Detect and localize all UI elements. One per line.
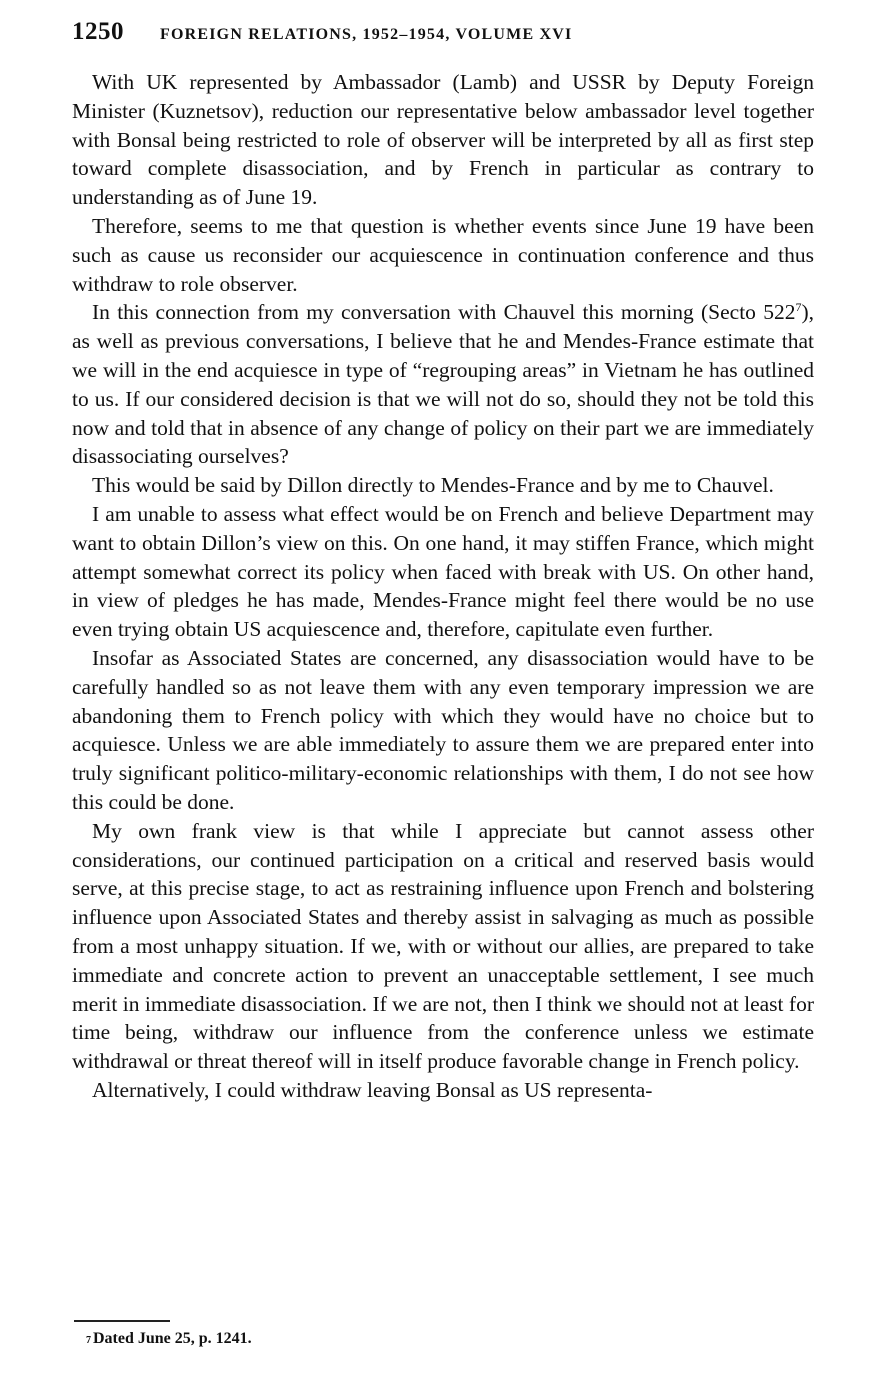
- page-number: 1250: [72, 18, 124, 45]
- footnote: [86, 1330, 252, 1348]
- paragraph: I am unable to assess what effect would be on French and believe Department may want to obtain Dillon’s view on this. On one hand, it may stiffen France, which might attempt somewhat correct its policy when faced with break with US. On other hand, in view of pledges he has made, Mendes-France might feel there would be no use even trying obtain US acquiescence and, therefore, capitulate even further.: [72, 501, 814, 642]
- paragraph: With UK represented by Ambassador (Lamb) and USSR by Deputy Foreign Minister (Kuznetsov), reduction our representative below ambassador level together with Bonsal being restricted to role of observer will be interpreted by all as first step toward complete disassociation, and by French in particular as contrary to understanding as of June 19.: [72, 70, 814, 210]
- paragraph: This would be said by Dillon directly to Mendes-France and by me to Chauvel.: [92, 473, 774, 498]
- body-text: [72, 68, 814, 1105]
- paragraph: Insofar as Associated States are concerned, any disassociation would have to be carefully handled so as not leave them with any even temporary impression we are abandoning them to French policy with which they would have no choice but to acquiesce. Unless we are able immediately to assure them we are prepared enter into truly significant politico-military-economic relationships with them, I do not see how this could be done.: [72, 645, 814, 814]
- paragraph-text: In this connection from my conversation with Chauvel this morning (Secto 522: [92, 300, 796, 325]
- paragraph: Alternatively, I could withdraw leaving Bonsal as US representa-: [92, 1077, 653, 1102]
- paragraph: Therefore, seems to me that question is whether events since June 19 have been such as cause us reconsider our acquiescence in continuation conference and thus withdraw to role observer.: [72, 213, 814, 296]
- footnote-text: Dated June 25, p. 1241.: [93, 1330, 252, 1347]
- footnote-divider: [74, 1320, 170, 1322]
- page-header: [72, 18, 814, 58]
- paragraph: My own frank view is that while I appreciate but cannot assess other considerations, our continued participation on a critical and reserved basis would serve, at this precise stage, to act as restraining influence upon French and bolstering influence upon Associated States and thereby assist in salvaging as much as possible from a most unhappy situation. If we, with or without our allies, are prepared to take immediate and concrete action to prevent an unacceptable settlement, I see much merit in immediate disassociation. If we are not, then I think we should not at least for time being, withdraw our influence from the conference unless we estimate withdrawal or threat thereof will in itself produce favorable change in French policy.: [72, 818, 814, 1074]
- footnote-reference[interactable]: 7: [795, 300, 802, 315]
- footnote-mark: 7: [86, 1335, 91, 1346]
- document-page: [72, 18, 814, 1105]
- running-head: FOREIGN RELATIONS, 1952–1954, VOLUME XVI: [160, 26, 573, 43]
- paragraph: [72, 298, 814, 471]
- paragraph-text: ), as well as previous conversations, I believe that he and Mendes-France estimate that we will in the end acquiesce in type of “regrouping areas” in Vietnam he has outlined to us. If our considered decision is that we will not do so, should they not be told this now and told that in absence of any change of policy on their part we are immediately disassociating ourselves?: [72, 300, 814, 469]
